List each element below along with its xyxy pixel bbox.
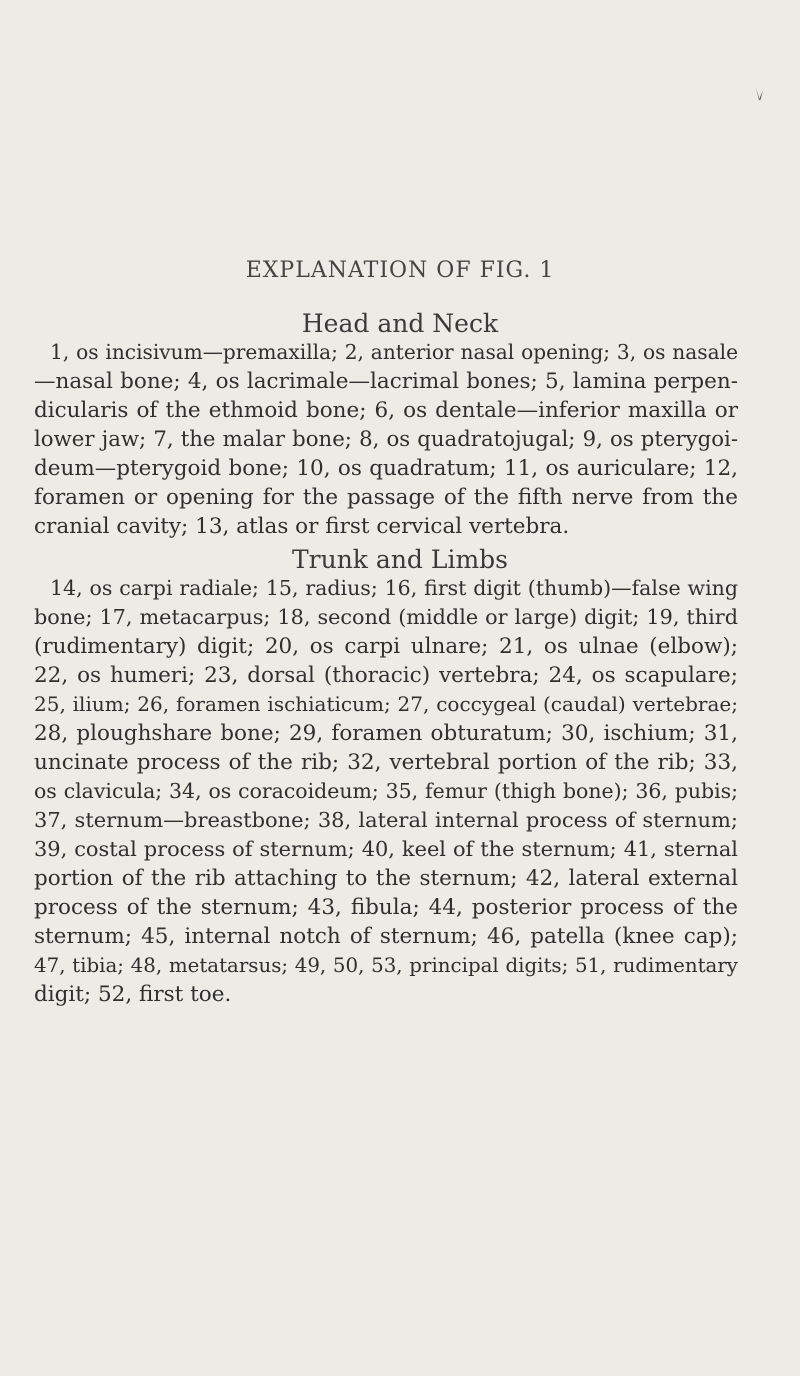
text-line: bone; 17, metacarpus; 18, second (middle or large) digit; 19, third	[34, 605, 738, 629]
text-line: 1, os incisivum—premaxilla; 2, anterior nasal opening; 3, os nasale	[50, 340, 738, 364]
section-heading-head-and-neck: Head and Neck	[301, 309, 499, 338]
text-line: 37, sternum—breastbone; 38, lateral internal process of sternum;	[34, 808, 738, 832]
text-line: portion of the rib attaching to the sternum; 42, lateral external	[34, 866, 738, 891]
text-line: process of the sternum; 43, fibula; 44, posterior process of the	[34, 895, 738, 920]
text-line: 25, ilium; 26, foramen ischiaticum; 27, coccygeal (caudal) vertebrae;	[34, 692, 738, 716]
text-line: 39, costal process of sternum; 40, keel of the sternum; 41, sternal	[34, 837, 738, 861]
text-line: dicularis of the ethmoid bone; 6, os dentale—inferior maxilla or	[34, 398, 738, 423]
text-line: (rudimentary) digit; 20, os carpi ulnare; 21, os ulnae (elbow);	[34, 634, 738, 659]
text-line: lower jaw; 7, the malar bone; 8, os quadratojugal; 9, os pterygoi-	[34, 427, 738, 452]
text-line: sternum; 45, internal notch of sternum; 46, patella (knee cap);	[34, 924, 738, 949]
text-line: 22, os humeri; 23, dorsal (thoracic) vertebra; 24, os scapulare;	[34, 663, 738, 688]
text-line: cranial cavity; 13, atlas or first cervical vertebra.	[34, 514, 570, 539]
section-heading-trunk-and-limbs: Trunk and Limbs	[291, 545, 508, 574]
text-line: 47, tibia; 48, metatarsus; 49, 50, 53, principal digits; 51, rudimentary	[34, 954, 738, 977]
document-title: EXPLANATION OF FIG. 1	[245, 258, 555, 283]
pencil-mark	[752, 86, 766, 106]
text-line: foramen or opening for the passage of the fifth nerve from the	[34, 485, 738, 510]
text-line: uncinate process of the rib; 32, vertebral portion of the rib; 33,	[34, 750, 738, 775]
text-line: os clavicula; 34, os coracoideum; 35, femur (thigh bone); 36, pubis;	[34, 779, 738, 803]
text-line: digit; 52, first toe.	[34, 982, 232, 1007]
text-line: 28, ploughshare bone; 29, foramen obturatum; 30, ischium; 31,	[34, 721, 738, 746]
text-line: 14, os carpi radiale; 15, radius; 16, first digit (thumb)—false wing	[50, 576, 738, 600]
text-line: deum—pterygoid bone; 10, os quadratum; 11, os auriculare; 12,	[34, 456, 738, 481]
text-line: —nasal bone; 4, os lacrimale—lacrimal bones; 5, lamina perpen-	[34, 369, 738, 394]
